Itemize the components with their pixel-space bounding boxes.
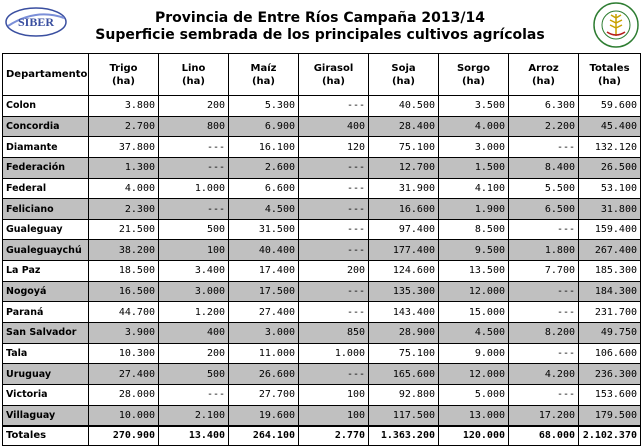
value-cell: 75.100 [369, 343, 439, 364]
value-cell: 4.500 [439, 323, 509, 344]
value-cell: 97.400 [369, 219, 439, 240]
value-cell: --- [159, 137, 229, 158]
header-label: Totales [589, 62, 630, 74]
value-cell: 400 [299, 116, 369, 137]
value-cell: 200 [159, 343, 229, 364]
department-cell: Paraná [3, 302, 89, 323]
value-cell: 4.000 [439, 116, 509, 137]
value-cell: --- [299, 219, 369, 240]
value-cell: 16.600 [369, 199, 439, 220]
value-cell: 3.800 [89, 96, 159, 117]
header-label: Girasol [313, 62, 354, 74]
table-row [3, 137, 641, 158]
header-label: Departamento [6, 69, 88, 80]
value-cell: --- [509, 302, 579, 323]
value-cell: 117.500 [369, 405, 439, 426]
value-cell: 200 [299, 261, 369, 282]
value-cell: 4.500 [229, 199, 299, 220]
value-cell: 143.400 [369, 302, 439, 323]
value-cell: 3.000 [229, 323, 299, 344]
header-cell [299, 54, 369, 96]
header-cell [159, 54, 229, 96]
value-cell: --- [299, 157, 369, 178]
department-cell: San Salvador [3, 323, 89, 344]
value-cell: --- [159, 199, 229, 220]
value-cell: 185.300 [579, 261, 641, 282]
value-cell: 40.400 [229, 240, 299, 261]
header-cell [89, 54, 159, 96]
header-cell [369, 54, 439, 96]
table-row [3, 116, 641, 137]
value-cell: 5.000 [439, 384, 509, 405]
header-unit: (ha) [181, 75, 205, 87]
value-cell: 3.900 [89, 323, 159, 344]
table-header [3, 54, 641, 96]
table-row [3, 199, 641, 220]
header-label: Soja [391, 62, 416, 74]
svg-text:SIBER: SIBER [17, 15, 55, 29]
department-cell: Uruguay [3, 364, 89, 385]
table-row [3, 281, 641, 302]
table-row [3, 364, 641, 385]
value-cell: 124.600 [369, 261, 439, 282]
value-cell: 26.500 [579, 157, 641, 178]
value-cell: 165.600 [369, 364, 439, 385]
value-cell: 40.500 [369, 96, 439, 117]
siber-logo [4, 6, 68, 38]
value-cell: 106.600 [579, 343, 641, 364]
header-label: Arroz [528, 62, 559, 74]
value-cell: 1.200 [159, 302, 229, 323]
table-row [3, 157, 641, 178]
totals-value: 2.102.370 [579, 426, 641, 446]
value-cell: 1.000 [299, 343, 369, 364]
value-cell: 8.200 [509, 323, 579, 344]
table-row [3, 261, 641, 282]
value-cell: 17.500 [229, 281, 299, 302]
value-cell: --- [299, 364, 369, 385]
value-cell: 120 [299, 137, 369, 158]
department-cell: Federación [3, 157, 89, 178]
value-cell: 236.300 [579, 364, 641, 385]
header-unit: (ha) [531, 75, 555, 87]
value-cell: --- [299, 96, 369, 117]
department-cell: Nogoyá [3, 281, 89, 302]
value-cell: 100 [159, 240, 229, 261]
value-cell: 267.400 [579, 240, 641, 261]
table-body [3, 96, 641, 446]
header-cell [229, 54, 299, 96]
header-label: Sorgo [456, 62, 491, 74]
value-cell: 200 [159, 96, 229, 117]
table-row [3, 240, 641, 261]
totals-value: 270.900 [89, 426, 159, 446]
totals-value: 2.770 [299, 426, 369, 446]
value-cell: 37.800 [89, 137, 159, 158]
value-cell: --- [299, 302, 369, 323]
value-cell: 4.200 [509, 364, 579, 385]
header-cell [439, 54, 509, 96]
value-cell: --- [299, 178, 369, 199]
department-cell: Diamante [3, 137, 89, 158]
value-cell: 12.000 [439, 281, 509, 302]
value-cell: 16.500 [89, 281, 159, 302]
totals-value: 120.000 [439, 426, 509, 446]
value-cell: 27.400 [89, 364, 159, 385]
header-cell [579, 54, 641, 96]
totals-value: 68.000 [509, 426, 579, 446]
value-cell: 3.500 [439, 96, 509, 117]
value-cell: 2.600 [229, 157, 299, 178]
table-row [3, 323, 641, 344]
page-title: Provincia de Entre Ríos Campaña 2013/14 [154, 10, 485, 26]
value-cell: 7.700 [509, 261, 579, 282]
value-cell: 159.400 [579, 219, 641, 240]
value-cell: 6.300 [509, 96, 579, 117]
value-cell: 16.100 [229, 137, 299, 158]
value-cell: 6.600 [229, 178, 299, 199]
value-cell: 6.900 [229, 116, 299, 137]
value-cell: --- [299, 240, 369, 261]
totals-value: 264.100 [229, 426, 299, 446]
department-cell: Gualeguaychú [3, 240, 89, 261]
value-cell: 15.000 [439, 302, 509, 323]
value-cell: 10.000 [89, 405, 159, 426]
value-cell: 9.500 [439, 240, 509, 261]
value-cell: 17.400 [229, 261, 299, 282]
header-label: Trigo [109, 62, 138, 74]
value-cell: 1.500 [439, 157, 509, 178]
value-cell: --- [509, 384, 579, 405]
value-cell: 1.000 [159, 178, 229, 199]
value-cell: --- [509, 137, 579, 158]
value-cell: 26.600 [229, 364, 299, 385]
department-cell: Federal [3, 178, 89, 199]
value-cell: 17.200 [509, 405, 579, 426]
header-cell [509, 54, 579, 96]
value-cell: 5.300 [229, 96, 299, 117]
table-row [3, 343, 641, 364]
value-cell: 3.000 [159, 281, 229, 302]
value-cell: 184.300 [579, 281, 641, 302]
header-unit: (ha) [461, 75, 485, 87]
department-cell: Tala [3, 343, 89, 364]
value-cell: 53.100 [579, 178, 641, 199]
value-cell: 31.800 [579, 199, 641, 220]
value-cell: 500 [159, 364, 229, 385]
value-cell: 31.500 [229, 219, 299, 240]
value-cell: 12.700 [369, 157, 439, 178]
value-cell: --- [299, 199, 369, 220]
table-row [3, 384, 641, 405]
value-cell: 4.100 [439, 178, 509, 199]
value-cell: 9.000 [439, 343, 509, 364]
totals-row [3, 426, 641, 446]
value-cell: --- [509, 281, 579, 302]
value-cell: 13.000 [439, 405, 509, 426]
value-cell: 38.200 [89, 240, 159, 261]
value-cell: 13.500 [439, 261, 509, 282]
value-cell: 100 [299, 384, 369, 405]
value-cell: 92.800 [369, 384, 439, 405]
department-cell: Feliciano [3, 199, 89, 220]
value-cell: 5.500 [509, 178, 579, 199]
totals-label: Totales [3, 426, 89, 446]
department-cell: Concordia [3, 116, 89, 137]
value-cell: 1.900 [439, 199, 509, 220]
value-cell: 12.000 [439, 364, 509, 385]
value-cell: 3.400 [159, 261, 229, 282]
header-cell-departamento [3, 54, 89, 96]
department-cell: Gualeguay [3, 219, 89, 240]
header-unit: (ha) [111, 75, 135, 87]
value-cell: --- [299, 281, 369, 302]
value-cell: 132.120 [579, 137, 641, 158]
page-subtitle: Superficie sembrada de los principales cultivos agrícolas [95, 27, 545, 43]
value-cell: 28.900 [369, 323, 439, 344]
table-row [3, 219, 641, 240]
bolsa-cereales-seal [593, 2, 639, 48]
value-cell: 27.400 [229, 302, 299, 323]
header-label: Lino [181, 62, 206, 74]
value-cell: 21.500 [89, 219, 159, 240]
value-cell: 500 [159, 219, 229, 240]
value-cell: --- [509, 343, 579, 364]
value-cell: 28.000 [89, 384, 159, 405]
totals-value: 1.363.200 [369, 426, 439, 446]
department-cell: Victoria [3, 384, 89, 405]
department-cell: Colon [3, 96, 89, 117]
value-cell: 6.500 [509, 199, 579, 220]
value-cell: --- [509, 219, 579, 240]
value-cell: 8.400 [509, 157, 579, 178]
value-cell: 75.100 [369, 137, 439, 158]
value-cell: 179.500 [579, 405, 641, 426]
value-cell: 44.700 [89, 302, 159, 323]
header-unit: (ha) [597, 75, 621, 87]
value-cell: 31.900 [369, 178, 439, 199]
value-cell: 231.700 [579, 302, 641, 323]
value-cell: 8.500 [439, 219, 509, 240]
value-cell: 400 [159, 323, 229, 344]
totals-value: 13.400 [159, 426, 229, 446]
department-cell: Villaguay [3, 405, 89, 426]
header-unit: (ha) [251, 75, 275, 87]
value-cell: --- [159, 384, 229, 405]
value-cell: 850 [299, 323, 369, 344]
header-label: Maíz [250, 62, 277, 74]
value-cell: 2.300 [89, 199, 159, 220]
value-cell: 19.600 [229, 405, 299, 426]
table-row [3, 302, 641, 323]
value-cell: 177.400 [369, 240, 439, 261]
department-cell: La Paz [3, 261, 89, 282]
value-cell: 11.000 [229, 343, 299, 364]
value-cell: 153.600 [579, 384, 641, 405]
value-cell: 800 [159, 116, 229, 137]
value-cell: 3.000 [439, 137, 509, 158]
value-cell: 2.100 [159, 405, 229, 426]
value-cell: 135.300 [369, 281, 439, 302]
header-unit: (ha) [321, 75, 345, 87]
table-row [3, 405, 641, 426]
value-cell: 49.750 [579, 323, 641, 344]
value-cell: 10.300 [89, 343, 159, 364]
table-row [3, 96, 641, 117]
value-cell: 28.400 [369, 116, 439, 137]
value-cell: 27.700 [229, 384, 299, 405]
crop-area-table [2, 53, 641, 446]
value-cell: 18.500 [89, 261, 159, 282]
header-unit: (ha) [391, 75, 415, 87]
value-cell: --- [159, 157, 229, 178]
value-cell: 100 [299, 405, 369, 426]
value-cell: 4.000 [89, 178, 159, 199]
value-cell: 2.200 [509, 116, 579, 137]
value-cell: 1.300 [89, 157, 159, 178]
table-row [3, 178, 641, 199]
value-cell: 59.600 [579, 96, 641, 117]
value-cell: 1.800 [509, 240, 579, 261]
value-cell: 2.700 [89, 116, 159, 137]
value-cell: 45.400 [579, 116, 641, 137]
